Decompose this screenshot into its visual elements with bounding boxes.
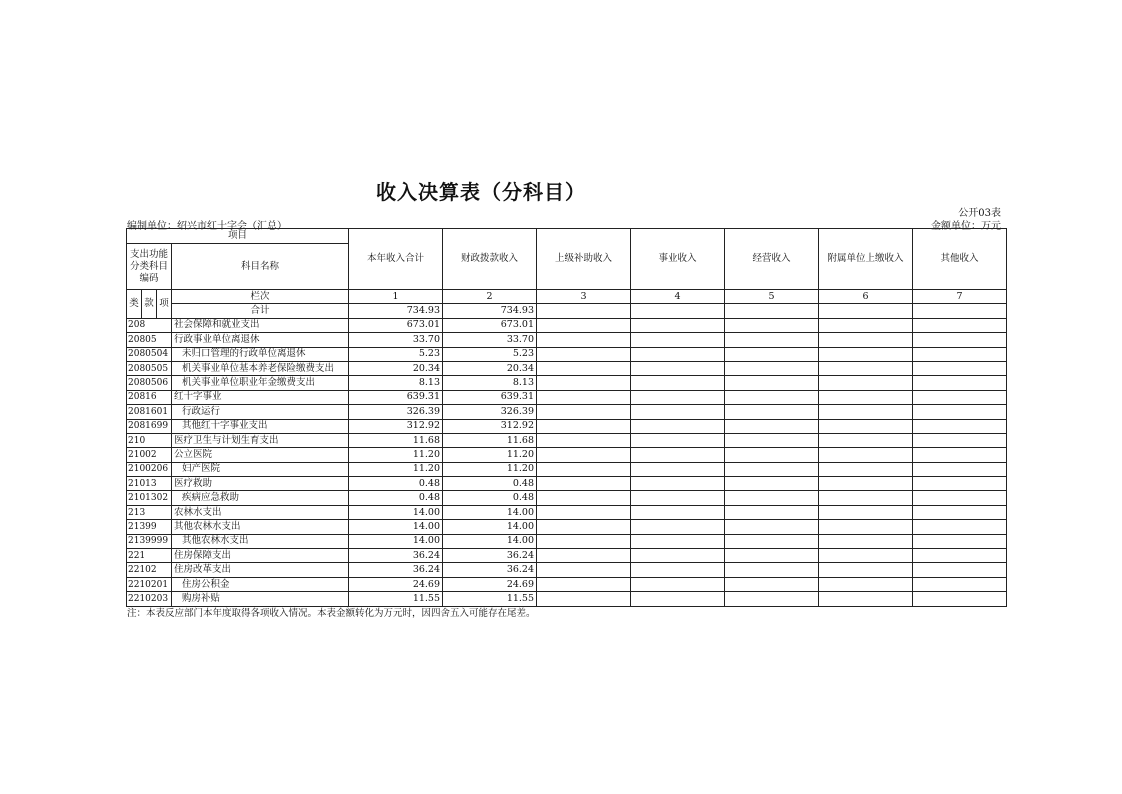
row-code: 2100206 (127, 462, 172, 476)
row-c1: 0.48 (349, 491, 443, 505)
row-name: 行政事业单位离退休 (172, 333, 349, 347)
row-code: 21002 (127, 448, 172, 462)
row-c5 (725, 448, 819, 462)
total-c5 (725, 304, 819, 318)
table-row (127, 448, 1007, 462)
row-c5 (725, 549, 819, 563)
row-c3 (537, 347, 631, 361)
row-c1: 673.01 (349, 318, 443, 332)
table-row (127, 419, 1007, 433)
header-col-2: 财政拨款收入 (443, 229, 537, 290)
row-c5 (725, 505, 819, 519)
row-c2: 14.00 (443, 505, 537, 519)
row-c1: 20.34 (349, 361, 443, 375)
row-c5 (725, 520, 819, 534)
row-c3 (537, 433, 631, 447)
header-col-5: 经营收入 (725, 229, 819, 290)
total-c1: 734.93 (349, 304, 443, 318)
row-c5 (725, 405, 819, 419)
revenue-table (126, 228, 1007, 607)
row-c2: 11.20 (443, 462, 537, 476)
row-name: 红十字事业 (172, 390, 349, 404)
row-name: 机关事业单位基本养老保险缴费支出 (172, 361, 349, 375)
col-num-7: 7 (913, 290, 1007, 304)
row-name: 农林水支出 (172, 505, 349, 519)
header-lanci: 栏次 (172, 290, 349, 304)
row-c1: 36.24 (349, 563, 443, 577)
row-c4 (631, 347, 725, 361)
row-c4 (631, 448, 725, 462)
row-c6 (819, 592, 913, 606)
table-row (127, 318, 1007, 332)
total-c4 (631, 304, 725, 318)
total-label: 合计 (172, 304, 349, 318)
col-num-5: 5 (725, 290, 819, 304)
row-c2: 36.24 (443, 549, 537, 563)
row-c6 (819, 376, 913, 390)
row-c7 (913, 347, 1007, 361)
row-c1: 312.92 (349, 419, 443, 433)
footnote: 注：本表反应部门本年度取得各项收入情况。本表金额转化为万元时，因四舍五入可能存在尾差。 (127, 608, 536, 619)
form-number: 公开03表 (958, 208, 1001, 219)
row-code: 2081699 (127, 419, 172, 433)
table-row (127, 534, 1007, 548)
row-c4 (631, 318, 725, 332)
row-c3 (537, 318, 631, 332)
table-row (127, 462, 1007, 476)
row-c3 (537, 376, 631, 390)
compiling-unit: 编制单位：绍兴市红十字会（汇总） (127, 221, 287, 232)
row-c3 (537, 419, 631, 433)
table-row (127, 577, 1007, 591)
row-c3 (537, 563, 631, 577)
row-code: 2210203 (127, 592, 172, 606)
header-subject-name: 科目名称 (172, 244, 349, 290)
row-c6 (819, 419, 913, 433)
row-c7 (913, 462, 1007, 476)
row-c5 (725, 433, 819, 447)
row-c1: 8.13 (349, 376, 443, 390)
row-c3 (537, 577, 631, 591)
func-code-line-3: 编码 (139, 272, 159, 284)
row-code: 2139999 (127, 534, 172, 548)
row-c5 (725, 563, 819, 577)
row-name: 其他红十字事业支出 (172, 419, 349, 433)
row-name: 公立医院 (172, 448, 349, 462)
row-c1: 11.20 (349, 448, 443, 462)
row-name: 妇产医院 (172, 462, 349, 476)
row-c4 (631, 491, 725, 505)
row-c2: 5.23 (443, 347, 537, 361)
row-c4 (631, 520, 725, 534)
row-c4 (631, 534, 725, 548)
row-c2: 326.39 (443, 405, 537, 419)
row-c7 (913, 318, 1007, 332)
row-c3 (537, 592, 631, 606)
row-c1: 326.39 (349, 405, 443, 419)
row-c7 (913, 433, 1007, 447)
row-code: 20816 (127, 390, 172, 404)
table-row (127, 390, 1007, 404)
row-c2: 36.24 (443, 563, 537, 577)
row-c5 (725, 419, 819, 433)
row-c2: 20.34 (443, 361, 537, 375)
table-row (127, 405, 1007, 419)
row-name: 医疗卫生与计划生育支出 (172, 433, 349, 447)
row-code: 213 (127, 505, 172, 519)
row-c6 (819, 405, 913, 419)
row-c6 (819, 462, 913, 476)
row-c7 (913, 477, 1007, 491)
row-c2: 11.68 (443, 433, 537, 447)
row-c2: 33.70 (443, 333, 537, 347)
row-c4 (631, 505, 725, 519)
row-code: 2080504 (127, 347, 172, 361)
row-code: 2080505 (127, 361, 172, 375)
row-c5 (725, 534, 819, 548)
row-c6 (819, 333, 913, 347)
header-col-6: 附属单位上缴收入 (819, 229, 913, 290)
row-code: 21013 (127, 477, 172, 491)
row-name: 其他农林水支出 (172, 534, 349, 548)
row-c5 (725, 390, 819, 404)
row-c4 (631, 405, 725, 419)
table-row (127, 563, 1007, 577)
table-row (127, 477, 1007, 491)
row-c5 (725, 376, 819, 390)
title-text: 收入决算表（分科目） (376, 180, 586, 204)
table-row (127, 520, 1007, 534)
row-c4 (631, 577, 725, 591)
col-num-1: 1 (349, 290, 443, 304)
row-c6 (819, 491, 913, 505)
row-c5 (725, 491, 819, 505)
table-row (127, 549, 1007, 563)
row-c7 (913, 361, 1007, 375)
row-c3 (537, 462, 631, 476)
row-c3 (537, 491, 631, 505)
row-name: 行政运行 (172, 405, 349, 419)
row-c7 (913, 405, 1007, 419)
row-c3 (537, 361, 631, 375)
row-c6 (819, 577, 913, 591)
row-c7 (913, 419, 1007, 433)
row-c3 (537, 520, 631, 534)
row-name: 购房补贴 (172, 592, 349, 606)
row-c5 (725, 347, 819, 361)
table-row (127, 433, 1007, 447)
header-col-3: 上级补助收入 (537, 229, 631, 290)
row-c6 (819, 433, 913, 447)
row-c7 (913, 592, 1007, 606)
row-c1: 36.24 (349, 549, 443, 563)
row-c3 (537, 333, 631, 347)
row-c4 (631, 433, 725, 447)
row-name: 未归口管理的行政单位离退休 (172, 347, 349, 361)
row-c2: 8.13 (443, 376, 537, 390)
row-c6 (819, 505, 913, 519)
table-row (127, 361, 1007, 375)
row-c6 (819, 549, 913, 563)
row-c1: 14.00 (349, 505, 443, 519)
row-c5 (725, 577, 819, 591)
row-c5 (725, 361, 819, 375)
row-c3 (537, 534, 631, 548)
row-c1: 11.55 (349, 592, 443, 606)
row-code: 2210201 (127, 577, 172, 591)
row-c4 (631, 390, 725, 404)
col-num-4: 4 (631, 290, 725, 304)
row-name: 机关事业单位职业年金缴费支出 (172, 376, 349, 390)
row-c2: 312.92 (443, 419, 537, 433)
row-c7 (913, 534, 1007, 548)
amount-unit: 金额单位：万元 (931, 221, 1001, 232)
row-code: 208 (127, 318, 172, 332)
row-c4 (631, 462, 725, 476)
col-num-3: 3 (537, 290, 631, 304)
row-c4 (631, 477, 725, 491)
row-c4 (631, 376, 725, 390)
row-code: 21399 (127, 520, 172, 534)
row-name: 社会保障和就业支出 (172, 318, 349, 332)
header-xiang: 项 (157, 290, 172, 319)
header-col-7: 其他收入 (913, 229, 1007, 290)
row-c1: 11.20 (349, 462, 443, 476)
row-c7 (913, 520, 1007, 534)
header-col-1: 本年收入合计 (349, 229, 443, 290)
table-row (127, 491, 1007, 505)
row-c1: 639.31 (349, 390, 443, 404)
row-c1: 14.00 (349, 520, 443, 534)
header-func-code (127, 244, 172, 290)
row-c2: 0.48 (443, 477, 537, 491)
row-name: 住房改革支出 (172, 563, 349, 577)
row-c7 (913, 491, 1007, 505)
row-c7 (913, 376, 1007, 390)
row-c6 (819, 534, 913, 548)
row-c2: 0.48 (443, 491, 537, 505)
row-code: 2101302 (127, 491, 172, 505)
header-kuan: 款 (142, 290, 157, 319)
row-code: 22102 (127, 563, 172, 577)
table-body (127, 318, 1007, 606)
col-num-2: 2 (443, 290, 537, 304)
row-c7 (913, 505, 1007, 519)
table-row (127, 347, 1007, 361)
row-name: 医疗救助 (172, 477, 349, 491)
total-c2: 734.93 (443, 304, 537, 318)
total-c3 (537, 304, 631, 318)
row-name: 疾病应急救助 (172, 491, 349, 505)
total-c6 (819, 304, 913, 318)
row-c1: 24.69 (349, 577, 443, 591)
row-c6 (819, 361, 913, 375)
row-c3 (537, 390, 631, 404)
row-c4 (631, 361, 725, 375)
row-c2: 11.55 (443, 592, 537, 606)
row-c7 (913, 563, 1007, 577)
row-c2: 24.69 (443, 577, 537, 591)
row-c3 (537, 405, 631, 419)
table-row (127, 376, 1007, 390)
row-c4 (631, 333, 725, 347)
header-project: 项目 (127, 229, 349, 244)
row-c5 (725, 592, 819, 606)
row-c1: 14.00 (349, 534, 443, 548)
func-code-line-2: 分类科目 (129, 260, 168, 272)
row-c4 (631, 592, 725, 606)
row-name: 住房公积金 (172, 577, 349, 591)
row-c7 (913, 333, 1007, 347)
row-c1: 11.68 (349, 433, 443, 447)
row-c1: 0.48 (349, 477, 443, 491)
row-c6 (819, 318, 913, 332)
row-c7 (913, 549, 1007, 563)
table-row (127, 505, 1007, 519)
row-c5 (725, 318, 819, 332)
row-c2: 11.20 (443, 448, 537, 462)
row-c6 (819, 390, 913, 404)
row-c2: 14.00 (443, 520, 537, 534)
total-c7 (913, 304, 1007, 318)
row-c1: 33.70 (349, 333, 443, 347)
row-c3 (537, 549, 631, 563)
row-c7 (913, 448, 1007, 462)
row-c3 (537, 448, 631, 462)
row-c6 (819, 477, 913, 491)
header-lei: 类 (127, 290, 142, 319)
row-c3 (537, 505, 631, 519)
header-col-4: 事业收入 (631, 229, 725, 290)
row-c6 (819, 448, 913, 462)
row-c6 (819, 520, 913, 534)
row-c4 (631, 419, 725, 433)
row-c5 (725, 477, 819, 491)
row-c4 (631, 563, 725, 577)
table-row (127, 592, 1007, 606)
row-c6 (819, 563, 913, 577)
row-c7 (913, 390, 1007, 404)
row-c1: 5.23 (349, 347, 443, 361)
row-c2: 673.01 (443, 318, 537, 332)
row-code: 210 (127, 433, 172, 447)
row-c2: 639.31 (443, 390, 537, 404)
row-code: 221 (127, 549, 172, 563)
row-c4 (631, 549, 725, 563)
page-title (0, 176, 1122, 205)
row-code: 2080506 (127, 376, 172, 390)
table-row (127, 333, 1007, 347)
row-c3 (537, 477, 631, 491)
row-c2: 14.00 (443, 534, 537, 548)
row-code: 20805 (127, 333, 172, 347)
row-name: 其他农林水支出 (172, 520, 349, 534)
row-c5 (725, 462, 819, 476)
col-num-6: 6 (819, 290, 913, 304)
row-name: 住房保障支出 (172, 549, 349, 563)
row-c7 (913, 577, 1007, 591)
row-c6 (819, 347, 913, 361)
row-code: 2081601 (127, 405, 172, 419)
row-c5 (725, 333, 819, 347)
func-code-line-1: 支出功能 (129, 248, 168, 260)
